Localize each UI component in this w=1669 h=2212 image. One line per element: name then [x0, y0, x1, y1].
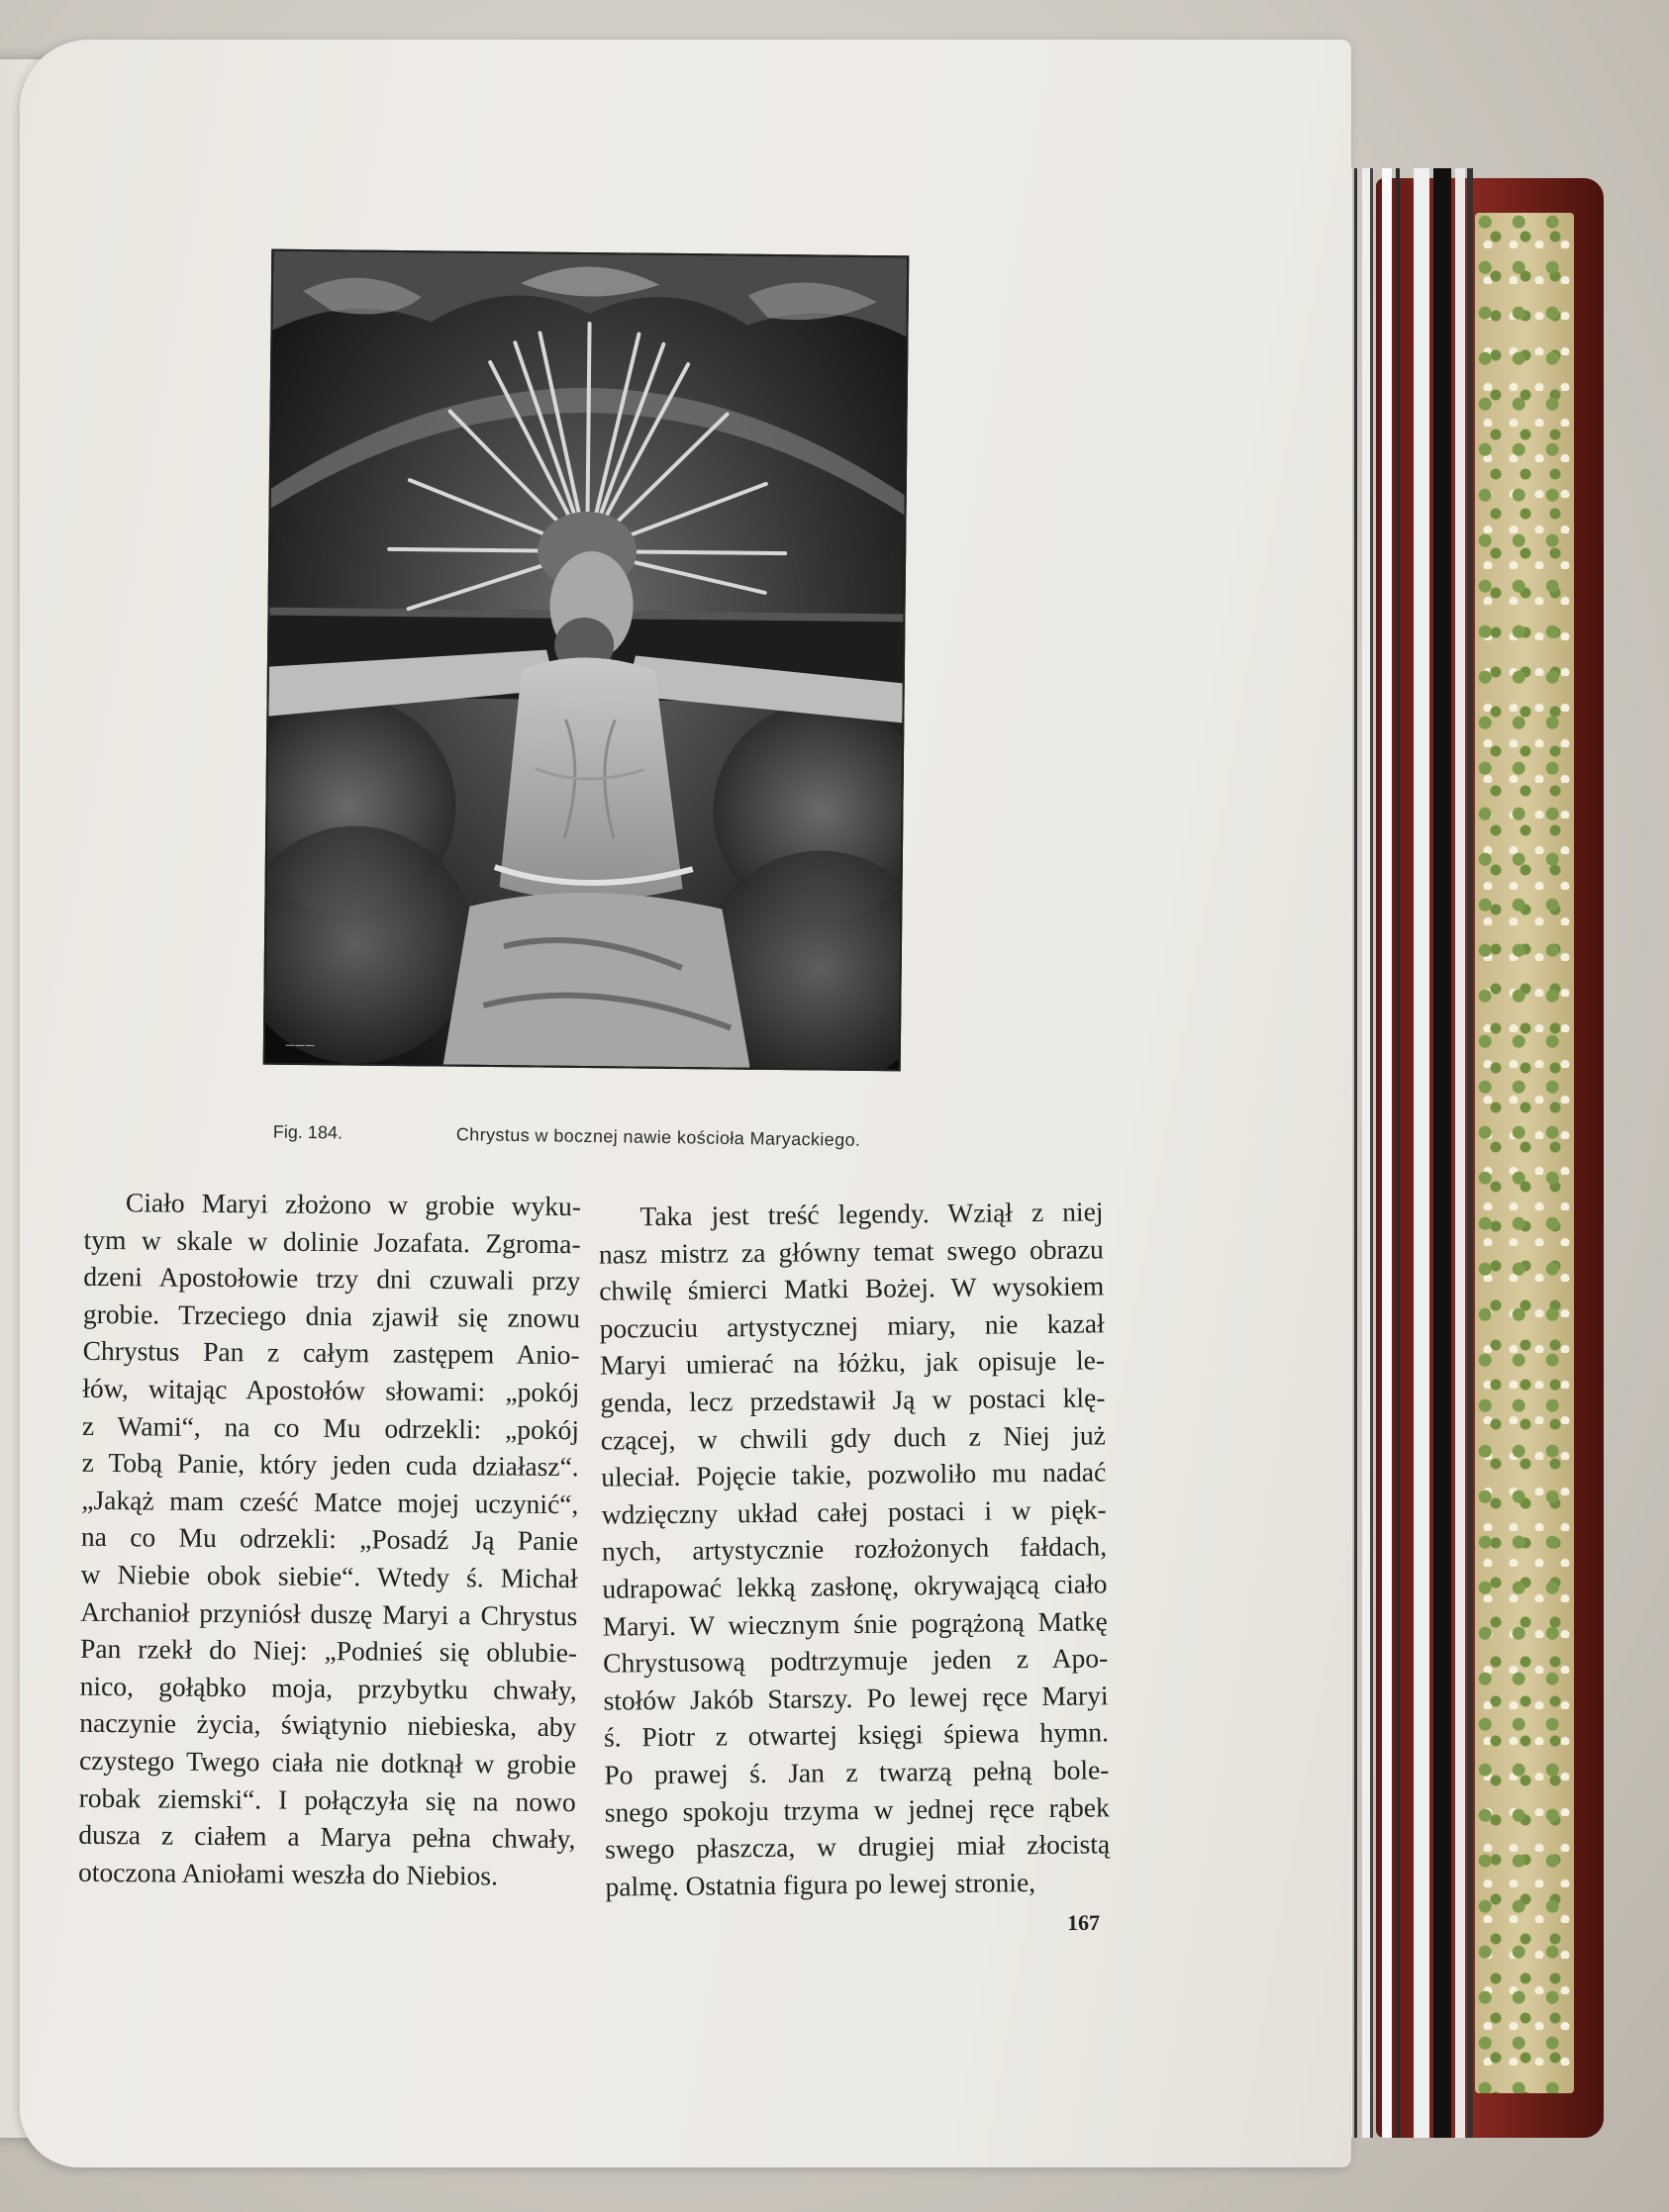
text-line: dzeni Apostołowie trzy dni czuwali przy	[83, 1261, 581, 1297]
text-line: stołów Jakób Starszy. Po lewej ręce Maryi	[603, 1680, 1109, 1716]
crucifix-photo	[265, 251, 908, 1070]
text-line: czącej, w chwili gdy duch z Niej już	[600, 1418, 1106, 1456]
figure-plate	[263, 249, 910, 1072]
text-line: genda, lecz przedstawił Ją w postaci klę-	[600, 1382, 1106, 1418]
text-line: nico, gołąbko moja, przybytku chwały,	[79, 1670, 577, 1705]
page-edge-line	[1396, 168, 1400, 2138]
text-line: chwilę śmierci Matki Bożej. W wysokiem	[599, 1270, 1105, 1306]
text-line: z Tobą Panie, który jeden cuda działasz“.	[81, 1446, 579, 1483]
plate-signature: ———	[284, 1039, 315, 1052]
text-line: uleciał. Pojęcie takie, pozwoliło mu nadać	[601, 1456, 1107, 1492]
text-line: „Jakąż mam cześć Matce mojej uczynić“,	[81, 1484, 579, 1519]
text-line: Pan rzekł do Niej: „Podnieś się oblubie-	[79, 1632, 578, 1669]
figure-caption-text: Chrystus w bocznej nawie kościoła Maryackiego.	[455, 1124, 861, 1150]
page-edge-line	[1370, 168, 1373, 2138]
text-line: snego spokoju trzyma w jednej ręce rąbek	[604, 1790, 1110, 1828]
text-line: tym w skale w dolinie Jozafata. Zgroma-	[83, 1223, 581, 1259]
text-line: wdzięczny układ całej postaci i w pięk-	[601, 1493, 1107, 1530]
text-line: Archanioł przyniósł duszę Maryi a Chrystus	[80, 1595, 578, 1631]
text-line: robak ziemski“. I połączyła się na nowo	[78, 1781, 576, 1817]
page-edge-line	[1414, 168, 1429, 2138]
text-line: Chrystusową podtrzymuje jeden z Apo-	[603, 1642, 1109, 1679]
page-edge-line	[1354, 168, 1357, 2138]
text-line: swego płaszcza, w drugiej miał złocistą	[604, 1828, 1111, 1865]
page-edge-line	[1467, 168, 1473, 2138]
text-line: naczynie życia, świątynio niebieska, aby	[79, 1707, 577, 1743]
page-edge-line	[1433, 168, 1451, 2138]
text-line: Po prawej ś. Jan z twarzą pełną bole-	[604, 1754, 1110, 1790]
text-line: nasz mistrz za główny temat swego obrazu	[598, 1232, 1104, 1270]
text-line: na co Mu odrzekli: „Posadź Ją Panie	[80, 1521, 579, 1557]
text-line: Maryi. W wiecznym śnie pogrążoną Matkę	[602, 1604, 1108, 1642]
text-line: udrapować lekką zasłonę, okrywającą ciało	[602, 1568, 1108, 1604]
text-line: w Niebie obok siebie“. Wtedy ś. Michał	[80, 1558, 578, 1594]
text-line: ś. Piotr z otwartej księgi śpiewa hymn.	[603, 1716, 1110, 1753]
text-line: palmę. Ostatnia figura po lewej stronie,	[605, 1866, 1036, 1902]
text-line: łów, witając Apostołów słowami: „pokój	[82, 1372, 580, 1408]
text-line: Chrystus Pan z całym zastępem Anio-	[82, 1335, 580, 1371]
text-line: otoczona Aniołami weszła do Niebios.	[77, 1856, 499, 1891]
text-line: Maryi umierać na łóżku, jak opisuje le-	[599, 1344, 1106, 1382]
text-line: z Wami“, na co Mu odrzekli: „pokój	[81, 1409, 580, 1445]
text-line: nych, artystycznie rozłożonych fałdach,	[601, 1530, 1108, 1568]
figure-caption	[272, 1121, 907, 1150]
text-line: czystego Twego ciała nie dotknął w grobie	[78, 1744, 577, 1780]
figure-label: Fig. 184.	[272, 1121, 344, 1143]
text-line: Taka jest treść legendy. Wziął z niej	[639, 1196, 1104, 1232]
text-line: poczuciu artystycznej miary, nie kazał	[599, 1307, 1105, 1344]
decorative-endpaper	[1475, 213, 1574, 2093]
page-edge-line	[1362, 168, 1370, 2138]
page-edge-line	[1382, 168, 1392, 2138]
text-line: dusza z ciałem a Marya pełna chwały,	[78, 1818, 576, 1855]
page-number: 167	[1066, 1909, 1101, 1936]
book-page	[20, 40, 1351, 2167]
text-line: Ciało Maryi złożono w grobie wyku-	[125, 1187, 582, 1222]
text-line: grobie. Trzeciego dnia zjawił się znowu	[82, 1298, 581, 1333]
text-column-right	[598, 1193, 1110, 1905]
text-column-left	[78, 1184, 581, 1895]
page-edge-line	[1455, 168, 1465, 2138]
